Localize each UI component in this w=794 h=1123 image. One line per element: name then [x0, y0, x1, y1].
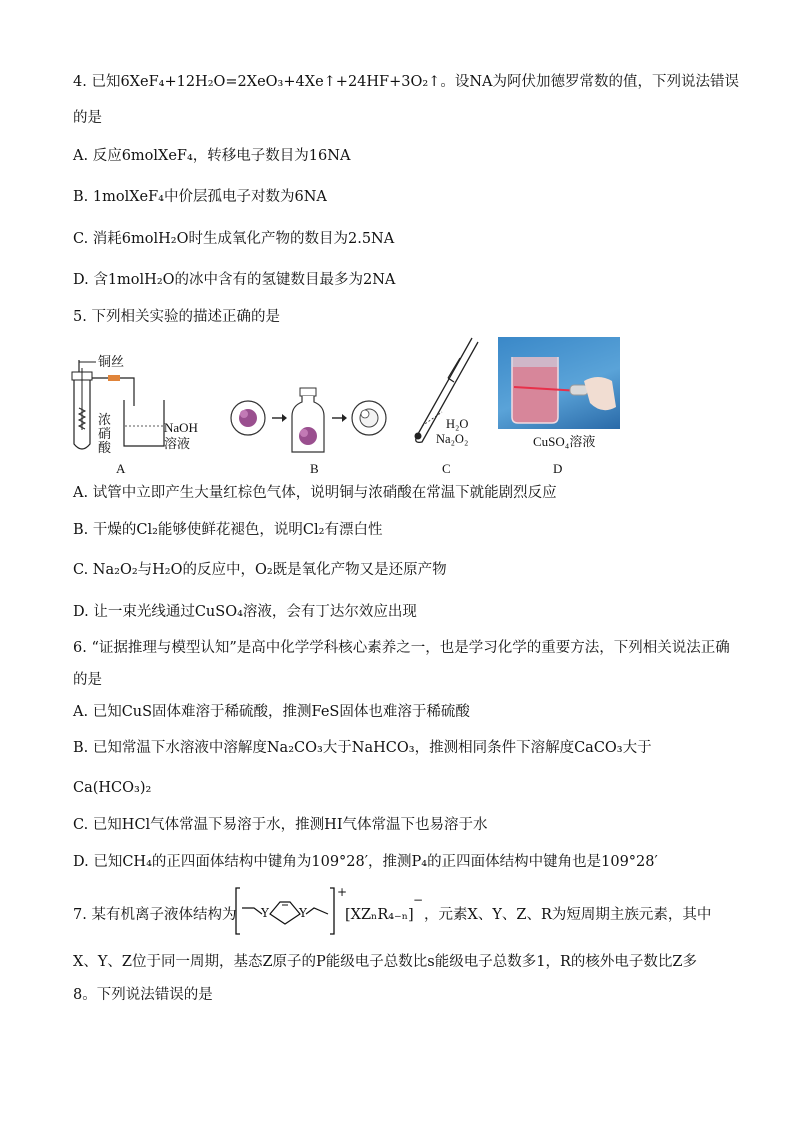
fig-c-caption: C [442, 461, 451, 476]
q7-cation-structure [232, 884, 344, 938]
fig-c-water-label: H₂O [446, 417, 469, 431]
q5-option-c: C. Na₂O₂与H₂O的反应中，O₂既是氧化产物又是还原产物 [73, 562, 447, 578]
q5-option-d: D. 让一束光线通过CuSO₄溶液，会有丁达尔效应出现 [73, 604, 417, 620]
figure-d-photo [498, 337, 620, 429]
q4-stem-line2: 的是 [73, 110, 102, 126]
fig-a-acid-label-2: 硝 [98, 426, 112, 441]
q5-option-a: A. 试管中立即产生大量红棕色气体，说明铜与浓硝酸在常温下就能剧烈反应 [73, 485, 557, 501]
q7-cation-charge: + [337, 885, 348, 899]
q6-option-c: C. 已知HCl气体常温下易溶于水，推测HI气体常温下也易溶于水 [73, 817, 488, 833]
fig-a-naoh-label: NaOH [164, 420, 198, 435]
fig-d-caption: D [553, 461, 563, 476]
q5-option-b: B. 干燥的Cl₂能够使鲜花褪色，说明Cl₂有漂白性 [73, 522, 383, 538]
q6-option-d: D. 已知CH₄的正四面体结构中键角为109°28′，推测P₄的正四面体结构中键角也是109°28′ [73, 854, 658, 870]
q7-cation-y-left: Y [261, 906, 269, 920]
q6-stem-line2: 的是 [73, 672, 102, 688]
q7-stem-suffix: ，元素X、Y、Z、R为短周期主族元素，其中 [424, 907, 712, 923]
q6-option-a: A. 已知CuS固体难溶于稀硫酸，推测FeS固体也难溶于稀硫酸 [73, 704, 470, 720]
q4-option-b: B. 1molXeF₄中价层孤电子对数为6NA [73, 189, 327, 205]
fig-a-acid-label-3: 酸 [98, 440, 112, 455]
figure-b-flower-bleaching [228, 384, 388, 454]
q4-stem-line1: 4. 已知6XeF₄+12H₂O=2XeO₃+4Xe↑+24HF+3O₂↑。设NA为阿伏加德罗常数的值，下列说法错误 [73, 74, 739, 90]
q7-cation-y-right: Y [299, 906, 307, 920]
fig-b-caption: B [310, 461, 319, 476]
q7-stem-line3: 8。下列说法错误的是 [73, 987, 213, 1003]
q7-anion-formula: [XZₙR₄₋ₙ] [345, 907, 414, 923]
q6-stem-line1: 6. “证据推理与模型认知”是高中化学学科核心素养之一，也是学习化学的重要方法，下列相关说法正确 [73, 640, 730, 656]
fig-a-solution-label: 溶液 [164, 436, 191, 451]
q6-option-b-line1: B. 已知常温下水溶液中溶解度Na₂CO₃大于NaHCO₃，推测相同条件下溶解度CaCO₃大于 [73, 740, 652, 756]
figure-a-apparatus [66, 348, 216, 476]
fig-a-acid-label-1: 浓 [98, 412, 112, 427]
fig-a-copper-wire-label: 铜丝 [98, 354, 125, 369]
q7-anion-charge: − [413, 893, 424, 907]
q7-stem-line2: X、Y、Z位于同一周期，基态Z原子的P能级电子总数比s能级电子总数多1，R的核外电子数比Z多 [73, 954, 697, 970]
q5-stem: 5. 下列相关实验的描述正确的是 [73, 309, 280, 325]
q4-option-a: A. 反应6molXeF₄，转移电子数目为16NA [73, 148, 351, 164]
fig-d-solution-label: CuSO₄溶液 [533, 434, 596, 449]
q4-option-d: D. 含1molH₂O的冰中含有的氢键数目最多为2NA [73, 272, 396, 288]
fig-a-caption: A [116, 461, 126, 476]
fig-c-na2o2-label: Na₂O₂ [436, 432, 469, 446]
q6-option-b-line2: Ca(HCO₃)₂ [73, 780, 152, 796]
q4-option-c: C. 消耗6molH₂O时生成氧化产物的数目为2.5NA [73, 231, 395, 247]
q7-stem-prefix: 7. 某有机离子液体结构为 [73, 907, 237, 923]
